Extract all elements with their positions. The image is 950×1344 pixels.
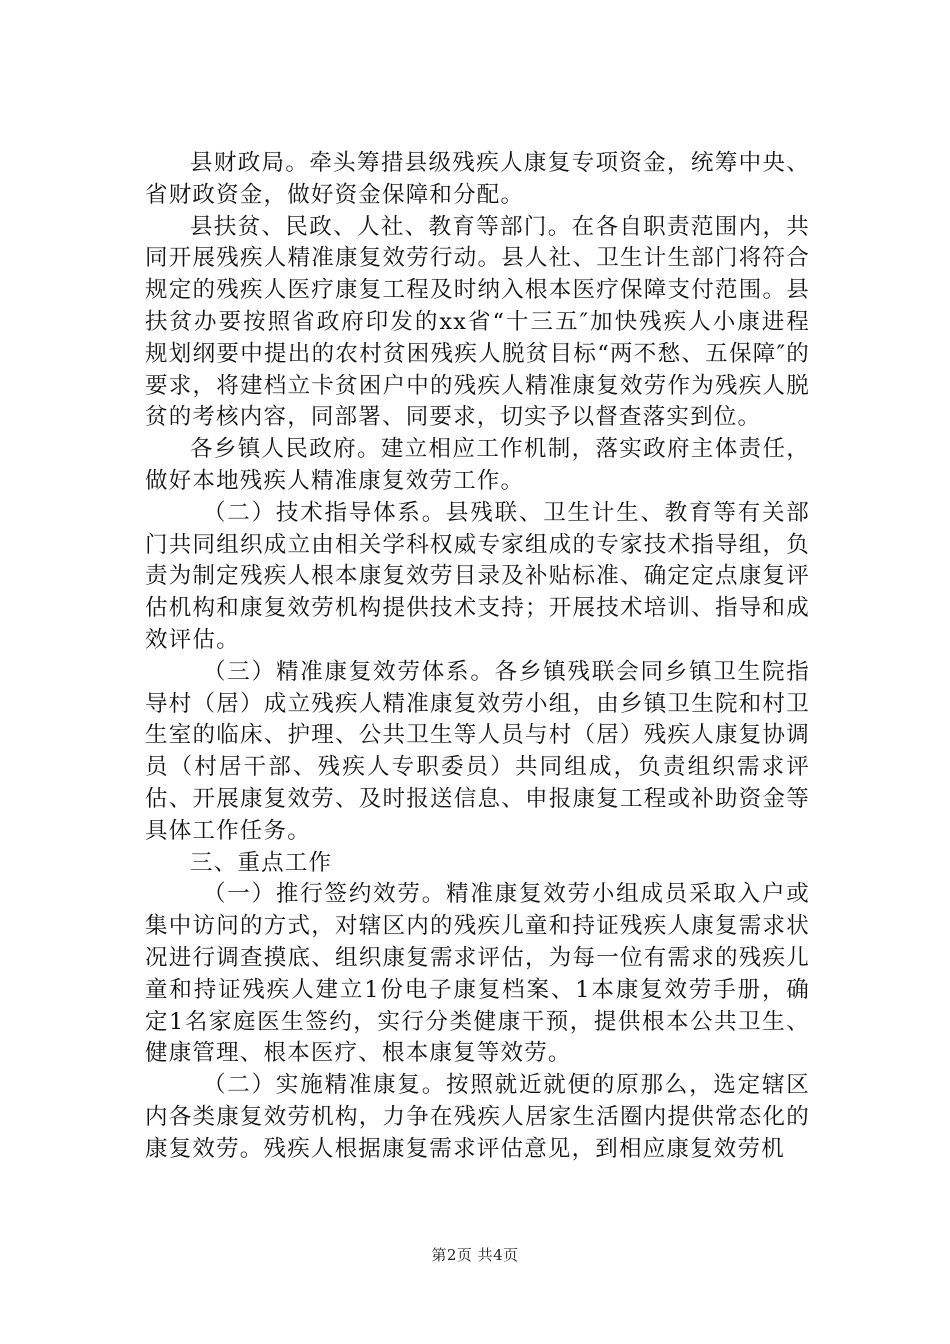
paragraph-departments: 县扶贫、民政、人社、教育等部门。在各自职责范围内，共同开展残疾人精准康复效劳行动。县人社、卫生计生部门将符合规定的残疾人医疗康复工程及时纳入根本医疗保障支付范围。县扶贫办要按照省政府印发的xx省“十三五″加快残疾人小康进程规划纲要中提出的农村贫困残疾人脱贫目标“两不愁、五保障″的要求，将建档立卡贫困户中的残疾人精准康复效劳作为残疾人脱贫的考核内容，同部署、同要求，切实予以督查落实到位。 bbox=[145, 213, 810, 431]
section-heading-key-work: 三、重点工作 bbox=[190, 849, 333, 876]
paragraph-township-government: 各乡镇人民政府。建立相应工作机制，落实政府主体责任，做好本地残疾人精准康复效劳工作。 bbox=[145, 436, 810, 494]
page-footer: 第2页 共4页 bbox=[431, 1246, 519, 1264]
paragraph-precise-rehab: （二）实施精准康复。按照就近就便的原那么，选定辖区内各类康复效劳机构，力争在残疾人居家生活圈内提供常态化的康复效劳。残疾人根据康复需求评估意见，到相应康复效劳机 bbox=[145, 1072, 810, 1162]
paragraph-contract-service: （一）推行签约效劳。精准康复效劳小组成员采取入户或集中访问的方式，对辖区内的残疾儿童和持证残疾人康复需求状况进行调查摸底、组织康复需求评估，为每一位有需求的残疾儿童和持证残疾人建立1份电子康复档案、1本康复效劳手册，确定1名家庭医生签约，实行分类健康干预，提供根本公共卫生、健康管理、根本医疗、根本康复等效劳。 bbox=[145, 881, 810, 1067]
paragraph-technical-guidance: （二）技术指导体系。县残联、卫生计生、教育等有关部门共同组织成立由相关学科权威专家组成的专家技术指导组，负责为制定残疾人根本康复效劳目录及补贴标准、确定定点康复评估机构和康复效劳机构提供技术支持；开展技术培训、指导和成效评估。 bbox=[145, 499, 810, 653]
paragraph-rehab-service-system: （三）精准康复效劳体系。各乡镇残联会同乡镇卫生院指导村（居）成立残疾人精准康复效劳小组，由乡镇卫生院和村卫生室的临床、护理、公共卫生等人员与村（居）残疾人康复协调员（村居干部、残疾人专职委员）共同组成，负责组织需求评估、开展康复效劳、及时报送信息、申报康复工程或补助资金等具体工作任务。 bbox=[145, 658, 810, 844]
paragraph-finance-bureau: 县财政局。牵头筹措县级残疾人康复专项资金，统筹中央、省财政资金，做好资金保障和分配。 bbox=[145, 150, 810, 208]
body-text bbox=[145, 148, 810, 1166]
